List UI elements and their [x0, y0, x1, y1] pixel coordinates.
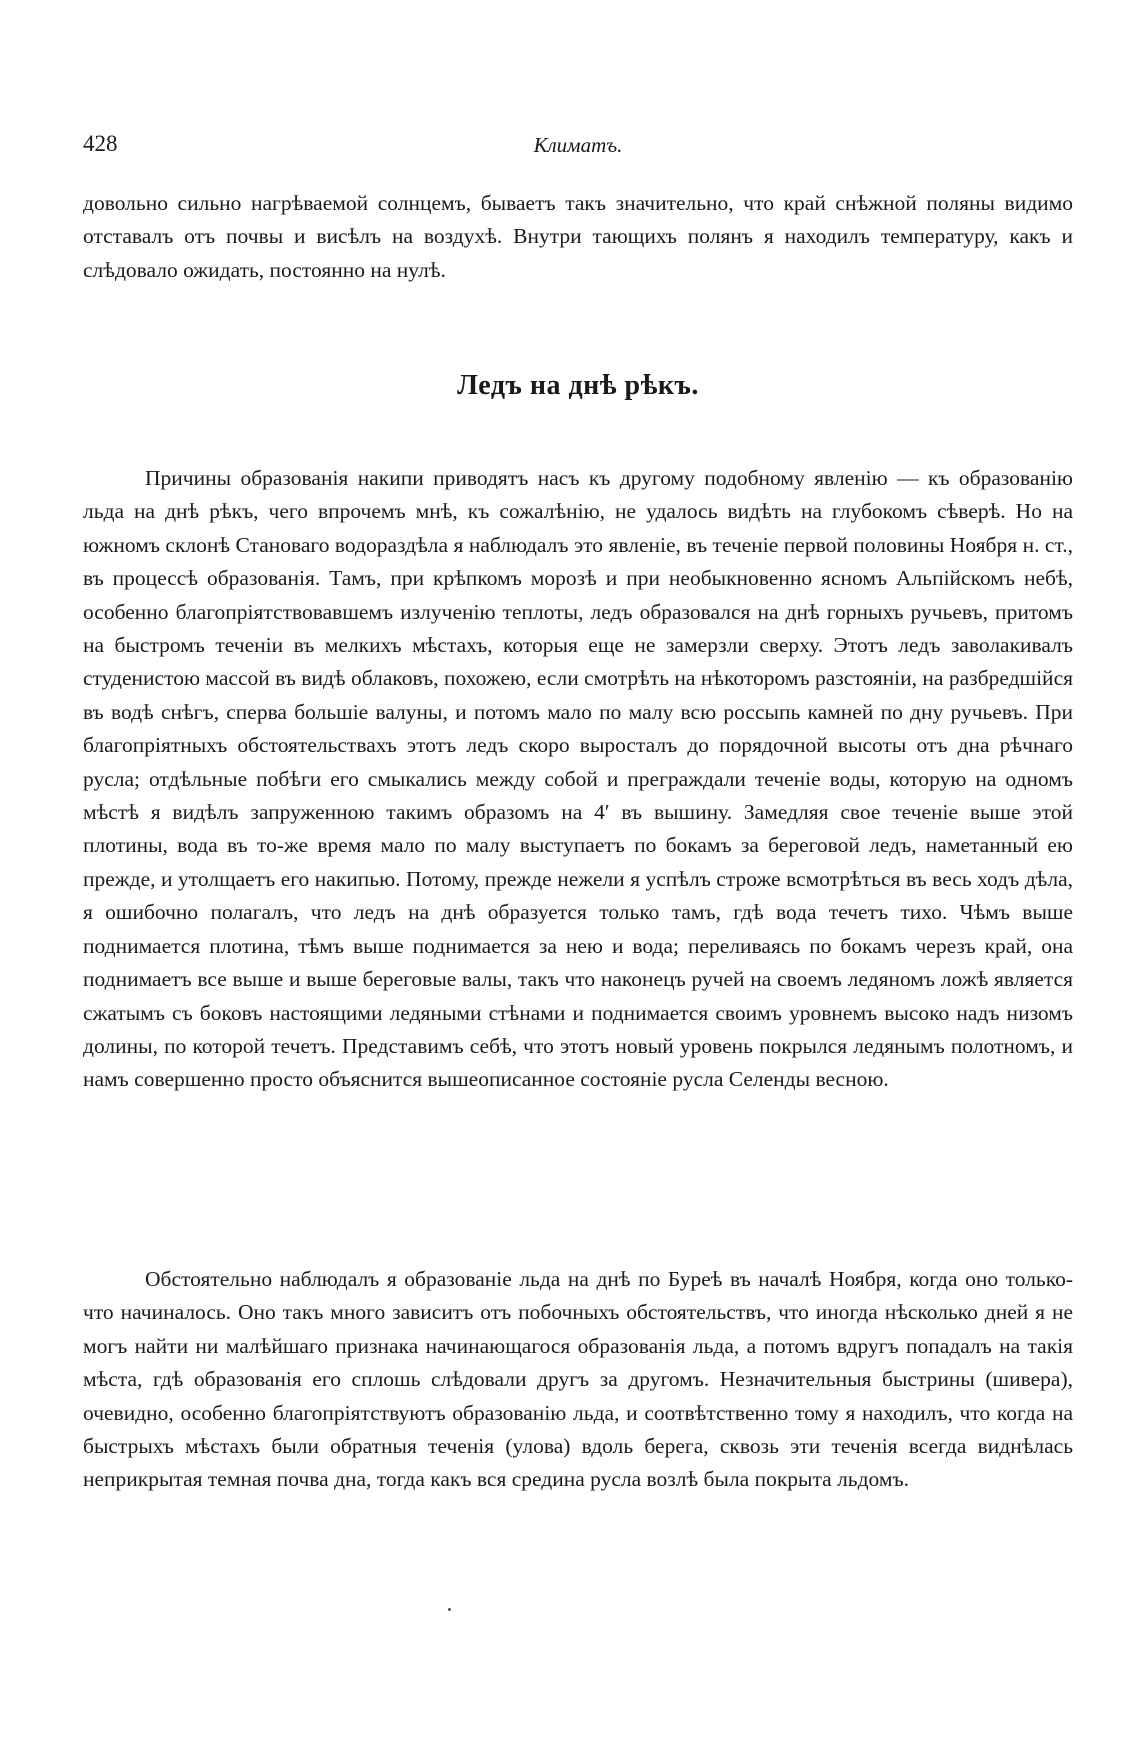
continued-paragraph: довольно сильно нагрѣваемой солнцемъ, бываетъ такъ значительно, что край снѣжной поляны видимо отставалъ отъ почвы и висѣлъ на воздухѣ. Внутри тающихъ полянъ я находилъ температуру, какъ и слѣдовало ожидать, постоянно на нулѣ.	[83, 191, 1073, 282]
scan-speck	[448, 1608, 451, 1611]
body-paragraph: Причины образованія накипи приводятъ насъ къ другому подобному явленію — къ образованію льда на днѣ рѣкъ, чего впрочемъ мнѣ, къ сожалѣнію, не удалось видѣть на глубокомъ сѣверѣ. Но на южномъ склонѣ Становаго водораздѣла я наблюдалъ это явленіе, въ теченіе первой половины Ноября н. ст., въ процессѣ образованія. Тамъ, при крѣпкомъ морозѣ и при необыкновенно ясномъ Альпійскомъ небѣ, особенно благопріятствовавшемъ излученію теплоты, ледъ образовался на днѣ горныхъ ручьевъ, притомъ на быстромъ теченіи въ мелкихъ мѣстахъ, которыя еще не замерзли сверху. Этотъ ледъ заволакивалъ студенистою массой въ видѣ облаковъ, похожею, если смотрѣть на нѣкоторомъ разстояніи, на разбредшійся въ водѣ снѣгъ, сперва большіе валуны, и потомъ мало по малу всю россыпь камней по дну ручьевъ. При благопріятныхъ обстоятельствахъ этотъ ледъ скоро выросталъ до порядочной высоты отъ дна рѣчнаго русла; отдѣльные побѣги его смыкались между собой и преграждали теченіе воды, которую на одномъ мѣстѣ я видѣлъ запруженною такимъ образомъ на 4′ въ вышину. Замедляя свое теченіе выше этой плотины, вода въ то-же время мало по малу выступаетъ по бокамъ за береговой ледъ, наметанный ею прежде, и утолщаетъ его накипью. Потому, прежде нежели я успѣлъ строже всмотрѣться въ весь ходъ дѣла, я ошибочно полагалъ, что ледъ на днѣ образуется только тамъ, гдѣ вода течетъ тихо. Чѣмъ выше поднимается плотина, тѣмъ выше поднимается за нею и вода; переливаясь по бокамъ черезъ край, она поднимаетъ все выше и выше береговые валы, такъ что наконецъ ручей на своемъ ледяномъ ложѣ является сжатымъ съ боковъ настоящими ледяными стѣнами и поднимается своимъ уровнемъ высоко надъ низомъ долины, по которой течетъ. Представимъ себѣ, что этотъ новый уровень покрылся ледянымъ полотномъ, и намъ совершенно просто объяснится вышеописанное состояніе русла Селенды весною.	[83, 466, 1073, 1092]
body-paragraph: Обстоятельно наблюдалъ я образованіе льда на днѣ по Бурeѣ въ началѣ Ноября, когда оно только-что начиналось. Оно такъ много зависитъ отъ побочныхъ обстоятельствъ, что иногда нѣсколько дней я не могъ найти ни малѣйшаго признака начинающагося образованія льда, а потомъ вдругъ попадалъ на такія мѣста, гдѣ образованія его сплошь слѣдовали другъ за другомъ. Незначительныя быстрины (шивера), очевидно, особенно благопріятствуютъ образованію льда, и соотвѣтственно тому я находилъ, что когда на быстрыхъ мѣстахъ были обратныя теченія (улова) вдоль берега, сквозь эти теченія всегда виднѣлась неприкрытая темная почва дна, тогда какъ вся средина русла возлѣ была покрыта льдомъ.	[83, 1267, 1073, 1492]
running-title: Климатъ.	[533, 133, 623, 157]
page-number: 428	[83, 131, 118, 156]
running-head	[83, 131, 1073, 167]
section-heading: Ледъ на днѣ рѣкъ.	[457, 370, 699, 401]
